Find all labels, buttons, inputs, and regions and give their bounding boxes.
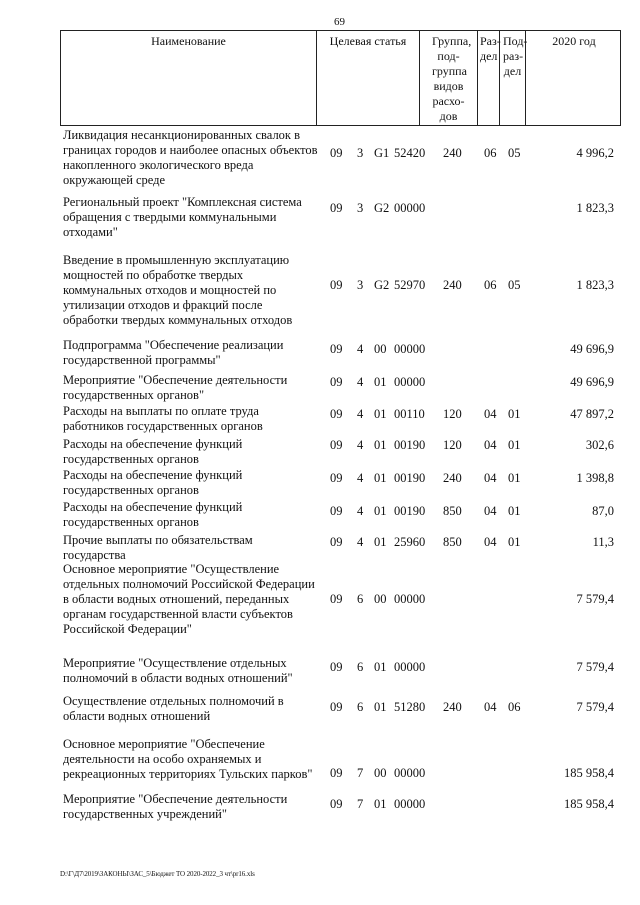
row-c2: 7: [357, 766, 364, 780]
row-podrazdel: 01: [508, 504, 521, 518]
row-c3: 01: [374, 504, 387, 518]
row-c4: 52970: [394, 278, 426, 292]
row-podrazdel: 01: [508, 535, 521, 549]
row-c1: 09: [330, 535, 343, 549]
row-amount: 185 958,4: [564, 766, 614, 780]
row-c2: 7: [357, 797, 364, 811]
row-razdel: 06: [484, 146, 497, 160]
row-c3: 01: [374, 438, 387, 452]
row-group: 240: [443, 146, 462, 160]
row-c4: 00000: [394, 797, 426, 811]
row-c3: 01: [374, 471, 387, 485]
row-amount: 1 823,3: [576, 201, 614, 215]
page-number: 69: [334, 16, 345, 28]
row-c2: 4: [357, 375, 364, 389]
row-amount: 302,6: [585, 438, 614, 452]
row-c4: 00190: [394, 504, 426, 518]
row-c2: 4: [357, 438, 364, 452]
row-name: Расходы на обеспечение функций государственных органов: [63, 500, 243, 529]
row-c3: G1: [374, 146, 390, 160]
row-c3: 01: [374, 797, 387, 811]
row-group: 240: [443, 278, 462, 292]
row-c2: 4: [357, 535, 364, 549]
row-c2: 3: [357, 146, 364, 160]
row-name: Введение в промышленную эксплуатацию мощностей по обработке твердых коммунальных отходов и мощностей по утилизации отходов и фракций после обработки твердых коммунальных отходов: [63, 253, 293, 327]
row-c2: 6: [357, 592, 364, 606]
file-path: D:\Г\Д7\2019\ЗАКОНЫ\ЗАС_5\Бюджет ТО 2020-2022_3 чт\pr16.xls: [60, 870, 255, 878]
row-razdel: 04: [484, 438, 497, 452]
row-c3: 01: [374, 700, 387, 714]
row-amount: 47 897,2: [570, 407, 614, 421]
header-razdel: Раз-дел: [477, 31, 499, 125]
row-c2: 3: [357, 201, 364, 215]
row-c4: 00000: [394, 342, 426, 356]
row-c2: 3: [357, 278, 364, 292]
row-name: Расходы на обеспечение функций государственных органов: [63, 437, 243, 466]
header-year: 2020 год: [525, 31, 622, 125]
row-group: 240: [443, 471, 462, 485]
row-c1: 09: [330, 201, 343, 215]
row-c3: 00: [374, 766, 387, 780]
row-c2: 4: [357, 407, 364, 421]
row-podrazdel: 01: [508, 407, 521, 421]
row-amount: 4 996,2: [576, 146, 614, 160]
row-amount: 11,3: [592, 535, 614, 549]
row-c1: 09: [330, 407, 343, 421]
row-c1: 09: [330, 438, 343, 452]
row-c4: 51280: [394, 700, 426, 714]
row-amount: 87,0: [592, 504, 614, 518]
row-name: Прочие выплаты по обязательствам государства: [63, 533, 253, 562]
row-c4: 52420: [394, 146, 426, 160]
row-group: 240: [443, 700, 462, 714]
row-c4: 00190: [394, 471, 426, 485]
row-c4: 00000: [394, 201, 426, 215]
row-amount: 7 579,4: [576, 660, 614, 674]
row-razdel: 04: [484, 407, 497, 421]
row-amount: 7 579,4: [576, 700, 614, 714]
row-c4: 00000: [394, 766, 426, 780]
row-name: Расходы на выплаты по оплате труда работников государственных органов: [63, 404, 263, 433]
row-c2: 6: [357, 660, 364, 674]
row-c2: 4: [357, 342, 364, 356]
row-razdel: 06: [484, 278, 497, 292]
header-target: Целевая статья: [316, 31, 419, 125]
row-name: Подпрограмма "Обеспечение реализации государственной программы": [63, 338, 284, 367]
row-razdel: 04: [484, 471, 497, 485]
row-c3: G2: [374, 278, 390, 292]
row-podrazdel: 01: [508, 471, 521, 485]
row-c3: 01: [374, 407, 387, 421]
row-podrazdel: 05: [508, 278, 521, 292]
row-c1: 09: [330, 375, 343, 389]
row-podrazdel: 05: [508, 146, 521, 160]
row-podrazdel: 06: [508, 700, 521, 714]
row-group: 850: [443, 535, 462, 549]
row-name: Осуществление отдельных полномочий в области водных отношений: [63, 694, 284, 723]
row-amount: 1 823,3: [576, 278, 614, 292]
row-c4: 00000: [394, 375, 426, 389]
row-amount: 185 958,4: [564, 797, 614, 811]
row-c3: 01: [374, 375, 387, 389]
row-c1: 09: [330, 660, 343, 674]
row-c1: 09: [330, 592, 343, 606]
row-c1: 09: [330, 471, 343, 485]
row-c3: 00: [374, 342, 387, 356]
row-podrazdel: 01: [508, 438, 521, 452]
row-name: Расходы на обеспечение функций государственных органов: [63, 468, 243, 497]
row-c4: 00110: [394, 407, 425, 421]
row-group: 120: [443, 407, 462, 421]
row-razdel: 04: [484, 535, 497, 549]
row-c1: 09: [330, 700, 343, 714]
row-name: Основное мероприятие "Осуществление отдельных полномочий Российской Федерации в области водных отношений, переданных органам государственной власти субъектов Российской Федерации": [63, 562, 315, 636]
row-name: Основное мероприятие "Обеспечение деятельности на особо охраняемых и рекреационных территориях Тульских парков": [63, 737, 313, 781]
table-header: [60, 30, 621, 126]
row-c4: 00000: [394, 592, 426, 606]
row-name: Ликвидация несанкционированных свалок в границах городов и наиболее опасных объектов накопленного экологического вреда окружающей среде: [63, 128, 318, 187]
row-c4: 00190: [394, 438, 426, 452]
row-c3: 00: [374, 592, 387, 606]
row-c1: 09: [330, 342, 343, 356]
row-c1: 09: [330, 278, 343, 292]
row-c2: 4: [357, 504, 364, 518]
row-razdel: 04: [484, 700, 497, 714]
row-c2: 4: [357, 471, 364, 485]
row-amount: 1 398,8: [576, 471, 614, 485]
row-c1: 09: [330, 146, 343, 160]
row-name: Мероприятие "Осуществление отдельных полномочий в области водных отношений": [63, 656, 293, 685]
row-group: 120: [443, 438, 462, 452]
row-amount: 49 696,9: [570, 342, 614, 356]
row-name: Мероприятие "Обеспечение деятельности государственных органов": [63, 373, 288, 402]
header-podrazdel: Под-раз-дел: [499, 31, 525, 125]
row-group: 850: [443, 504, 462, 518]
row-c1: 09: [330, 504, 343, 518]
row-c3: 01: [374, 660, 387, 674]
row-razdel: 04: [484, 504, 497, 518]
row-c1: 09: [330, 766, 343, 780]
row-c4: 25960: [394, 535, 426, 549]
row-c4: 00000: [394, 660, 426, 674]
row-name: Региональный проект "Комплексная система обращения с твердыми коммунальными отходами": [63, 195, 302, 239]
header-name: Наименование: [151, 34, 226, 48]
row-amount: 7 579,4: [576, 592, 614, 606]
row-c3: 01: [374, 535, 387, 549]
header-group: Группа, под-группа видов расхо-дов: [419, 31, 477, 125]
row-c2: 6: [357, 700, 364, 714]
row-c1: 09: [330, 797, 343, 811]
row-c3: G2: [374, 201, 390, 215]
row-amount: 49 696,9: [570, 375, 614, 389]
row-name: Мероприятие "Обеспечение деятельности государственных учреждений": [63, 792, 288, 821]
